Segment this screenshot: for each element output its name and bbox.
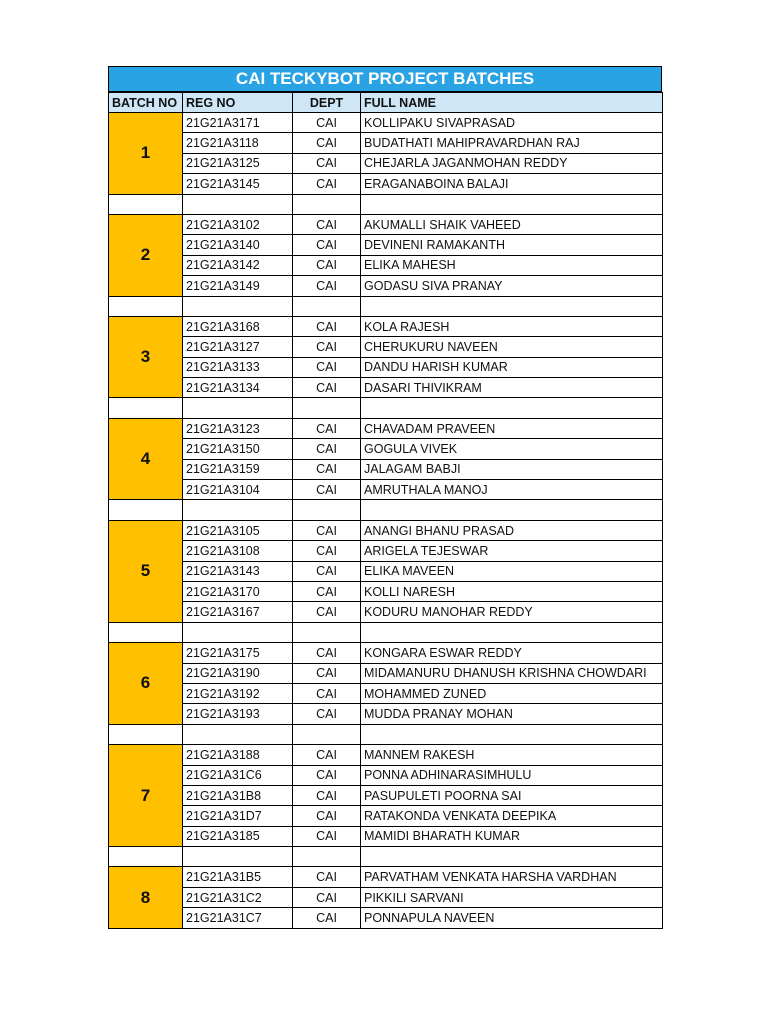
full-name-cell: PONNAPULA NAVEEN — [361, 908, 663, 928]
empty-cell — [293, 622, 361, 642]
full-name-cell: KOLA RAJESH — [361, 316, 663, 336]
dept-cell: CAI — [293, 418, 361, 438]
empty-cell — [109, 500, 183, 520]
full-name-cell: KONGARA ESWAR REDDY — [361, 643, 663, 663]
full-name-cell: CHERUKURU NAVEEN — [361, 337, 663, 357]
table-row — [109, 153, 663, 173]
dept-cell: CAI — [293, 826, 361, 846]
dept-cell: CAI — [293, 785, 361, 805]
header-dept: DEPT — [293, 93, 361, 113]
full-name-cell: GODASU SIVA PRANAY — [361, 276, 663, 296]
empty-cell — [293, 398, 361, 418]
full-name-cell: DEVINENI RAMAKANTH — [361, 235, 663, 255]
table-row — [109, 745, 663, 765]
sheet-title: CAI TECKYBOT PROJECT BATCHES — [108, 66, 662, 92]
table-row — [109, 337, 663, 357]
table-row — [109, 459, 663, 479]
reg-no-cell: 21G21A3190 — [183, 663, 293, 683]
reg-no-cell: 21G21A3185 — [183, 826, 293, 846]
table-row — [109, 418, 663, 438]
reg-no-cell: 21G21A3133 — [183, 357, 293, 377]
reg-no-cell: 21G21A31D7 — [183, 806, 293, 826]
table-body — [109, 113, 663, 929]
table-row — [109, 785, 663, 805]
spacer-row — [109, 622, 663, 642]
batch-number-cell: 8 — [109, 867, 183, 928]
dept-cell: CAI — [293, 581, 361, 601]
reg-no-cell: 21G21A3134 — [183, 378, 293, 398]
empty-cell — [361, 724, 663, 744]
reg-no-cell: 21G21A3143 — [183, 561, 293, 581]
reg-no-cell: 21G21A3127 — [183, 337, 293, 357]
reg-no-cell: 21G21A3150 — [183, 439, 293, 459]
batch-number-cell: 5 — [109, 520, 183, 622]
empty-cell — [109, 847, 183, 867]
table-row — [109, 316, 663, 336]
full-name-cell: ANANGI BHANU PRASAD — [361, 520, 663, 540]
reg-no-cell: 21G21A3171 — [183, 113, 293, 133]
table-row — [109, 357, 663, 377]
empty-cell — [183, 622, 293, 642]
spacer-row — [109, 847, 663, 867]
dept-cell: CAI — [293, 643, 361, 663]
table-row — [109, 704, 663, 724]
empty-cell — [293, 296, 361, 316]
reg-no-cell: 21G21A3140 — [183, 235, 293, 255]
full-name-cell: AKUMALLI SHAIK VAHEED — [361, 214, 663, 234]
table-row — [109, 255, 663, 275]
table-row — [109, 765, 663, 785]
reg-no-cell: 21G21A31C2 — [183, 887, 293, 907]
reg-no-cell: 21G21A31C7 — [183, 908, 293, 928]
table-row — [109, 683, 663, 703]
batch-number-cell: 3 — [109, 316, 183, 398]
dept-cell: CAI — [293, 745, 361, 765]
full-name-cell: ERAGANABOINA BALAJI — [361, 174, 663, 194]
header-reg-no: REG NO — [183, 93, 293, 113]
header-full-name: FULL NAME — [361, 93, 663, 113]
spacer-row — [109, 500, 663, 520]
full-name-cell: MANNEM RAKESH — [361, 745, 663, 765]
empty-cell — [109, 724, 183, 744]
full-name-cell: MIDAMANURU DHANUSH KRISHNA CHOWDARI — [361, 663, 663, 683]
table-row — [109, 867, 663, 887]
empty-cell — [183, 194, 293, 214]
reg-no-cell: 21G21A3159 — [183, 459, 293, 479]
table-row — [109, 663, 663, 683]
dept-cell: CAI — [293, 174, 361, 194]
reg-no-cell: 21G21A3104 — [183, 480, 293, 500]
full-name-cell: ELIKA MAHESH — [361, 255, 663, 275]
full-name-cell: CHEJARLA JAGANMOHAN REDDY — [361, 153, 663, 173]
dept-cell: CAI — [293, 133, 361, 153]
empty-cell — [361, 500, 663, 520]
table-row — [109, 541, 663, 561]
table-row — [109, 439, 663, 459]
reg-no-cell: 21G21A31B5 — [183, 867, 293, 887]
dept-cell: CAI — [293, 520, 361, 540]
reg-no-cell: 21G21A3168 — [183, 316, 293, 336]
reg-no-cell: 21G21A3123 — [183, 418, 293, 438]
empty-cell — [109, 296, 183, 316]
full-name-cell: KOLLIPAKU SIVAPRASAD — [361, 113, 663, 133]
dept-cell: CAI — [293, 561, 361, 581]
reg-no-cell: 21G21A3118 — [183, 133, 293, 153]
empty-cell — [183, 500, 293, 520]
reg-no-cell: 21G21A3175 — [183, 643, 293, 663]
full-name-cell: ELIKA MAVEEN — [361, 561, 663, 581]
full-name-cell: MOHAMMED ZUNED — [361, 683, 663, 703]
reg-no-cell: 21G21A3193 — [183, 704, 293, 724]
dept-cell: CAI — [293, 337, 361, 357]
dept-cell: CAI — [293, 887, 361, 907]
empty-cell — [293, 847, 361, 867]
table-row — [109, 826, 663, 846]
full-name-cell: PONNA ADHINARASIMHULU — [361, 765, 663, 785]
full-name-cell: KOLLI NARESH — [361, 581, 663, 601]
reg-no-cell: 21G21A3145 — [183, 174, 293, 194]
full-name-cell: AMRUTHALA MANOJ — [361, 480, 663, 500]
empty-cell — [361, 194, 663, 214]
dept-cell: CAI — [293, 153, 361, 173]
table-row — [109, 113, 663, 133]
dept-cell: CAI — [293, 541, 361, 561]
dept-cell: CAI — [293, 704, 361, 724]
dept-cell: CAI — [293, 602, 361, 622]
empty-cell — [361, 622, 663, 642]
header-batch-no: BATCH NO — [109, 93, 183, 113]
batches-table — [108, 92, 663, 929]
empty-cell — [183, 398, 293, 418]
table-row — [109, 643, 663, 663]
full-name-cell: PIKKILI SARVANI — [361, 887, 663, 907]
full-name-cell: MAMIDI BHARATH KUMAR — [361, 826, 663, 846]
spacer-row — [109, 194, 663, 214]
reg-no-cell: 21G21A3102 — [183, 214, 293, 234]
empty-cell — [109, 398, 183, 418]
dept-cell: CAI — [293, 316, 361, 336]
table-row — [109, 480, 663, 500]
empty-cell — [293, 500, 361, 520]
dept-cell: CAI — [293, 683, 361, 703]
dept-cell: CAI — [293, 439, 361, 459]
full-name-cell: MUDDA PRANAY MOHAN — [361, 704, 663, 724]
dept-cell: CAI — [293, 867, 361, 887]
full-name-cell: KODURU MANOHAR REDDY — [361, 602, 663, 622]
table-row — [109, 378, 663, 398]
full-name-cell: CHAVADAM PRAVEEN — [361, 418, 663, 438]
spacer-row — [109, 398, 663, 418]
full-name-cell: DANDU HARISH KUMAR — [361, 357, 663, 377]
full-name-cell: RATAKONDA VENKATA DEEPIKA — [361, 806, 663, 826]
reg-no-cell: 21G21A3149 — [183, 276, 293, 296]
spacer-row — [109, 724, 663, 744]
empty-cell — [109, 622, 183, 642]
batch-number-cell: 1 — [109, 113, 183, 195]
table-row — [109, 235, 663, 255]
dept-cell: CAI — [293, 663, 361, 683]
full-name-cell: PASUPULETI POORNA SAI — [361, 785, 663, 805]
dept-cell: CAI — [293, 214, 361, 234]
batch-number-cell: 4 — [109, 418, 183, 500]
table-row — [109, 520, 663, 540]
dept-cell: CAI — [293, 459, 361, 479]
reg-no-cell: 21G21A3108 — [183, 541, 293, 561]
reg-no-cell: 21G21A3142 — [183, 255, 293, 275]
table-row — [109, 908, 663, 928]
dept-cell: CAI — [293, 255, 361, 275]
batch-number-cell: 6 — [109, 643, 183, 725]
reg-no-cell: 21G21A3167 — [183, 602, 293, 622]
empty-cell — [361, 847, 663, 867]
dept-cell: CAI — [293, 806, 361, 826]
dept-cell: CAI — [293, 235, 361, 255]
table-row — [109, 276, 663, 296]
reg-no-cell: 21G21A3105 — [183, 520, 293, 540]
empty-cell — [183, 724, 293, 744]
table-row — [109, 887, 663, 907]
table-row — [109, 602, 663, 622]
table-row — [109, 133, 663, 153]
dept-cell: CAI — [293, 480, 361, 500]
dept-cell: CAI — [293, 908, 361, 928]
full-name-cell: ARIGELA TEJESWAR — [361, 541, 663, 561]
reg-no-cell: 21G21A3125 — [183, 153, 293, 173]
reg-no-cell: 21G21A31B8 — [183, 785, 293, 805]
reg-no-cell: 21G21A3188 — [183, 745, 293, 765]
batch-number-cell: 2 — [109, 214, 183, 296]
reg-no-cell: 21G21A3170 — [183, 581, 293, 601]
dept-cell: CAI — [293, 357, 361, 377]
spacer-row — [109, 296, 663, 316]
full-name-cell: BUDATHATI MAHIPRAVARDHAN RAJ — [361, 133, 663, 153]
dept-cell: CAI — [293, 113, 361, 133]
dept-cell: CAI — [293, 276, 361, 296]
dept-cell: CAI — [293, 378, 361, 398]
table-row — [109, 174, 663, 194]
empty-cell — [293, 724, 361, 744]
empty-cell — [183, 296, 293, 316]
empty-cell — [361, 398, 663, 418]
full-name-cell: DASARI THIVIKRAM — [361, 378, 663, 398]
reg-no-cell: 21G21A3192 — [183, 683, 293, 703]
empty-cell — [109, 194, 183, 214]
table-row — [109, 581, 663, 601]
table-row — [109, 806, 663, 826]
table-row — [109, 214, 663, 234]
spreadsheet — [108, 66, 662, 929]
full-name-cell: PARVATHAM VENKATA HARSHA VARDHAN — [361, 867, 663, 887]
empty-cell — [183, 847, 293, 867]
dept-cell: CAI — [293, 765, 361, 785]
full-name-cell: GOGULA VIVEK — [361, 439, 663, 459]
full-name-cell: JALAGAM BABJI — [361, 459, 663, 479]
empty-cell — [361, 296, 663, 316]
header-row — [109, 93, 663, 113]
batch-number-cell: 7 — [109, 745, 183, 847]
reg-no-cell: 21G21A31C6 — [183, 765, 293, 785]
empty-cell — [293, 194, 361, 214]
table-row — [109, 561, 663, 581]
